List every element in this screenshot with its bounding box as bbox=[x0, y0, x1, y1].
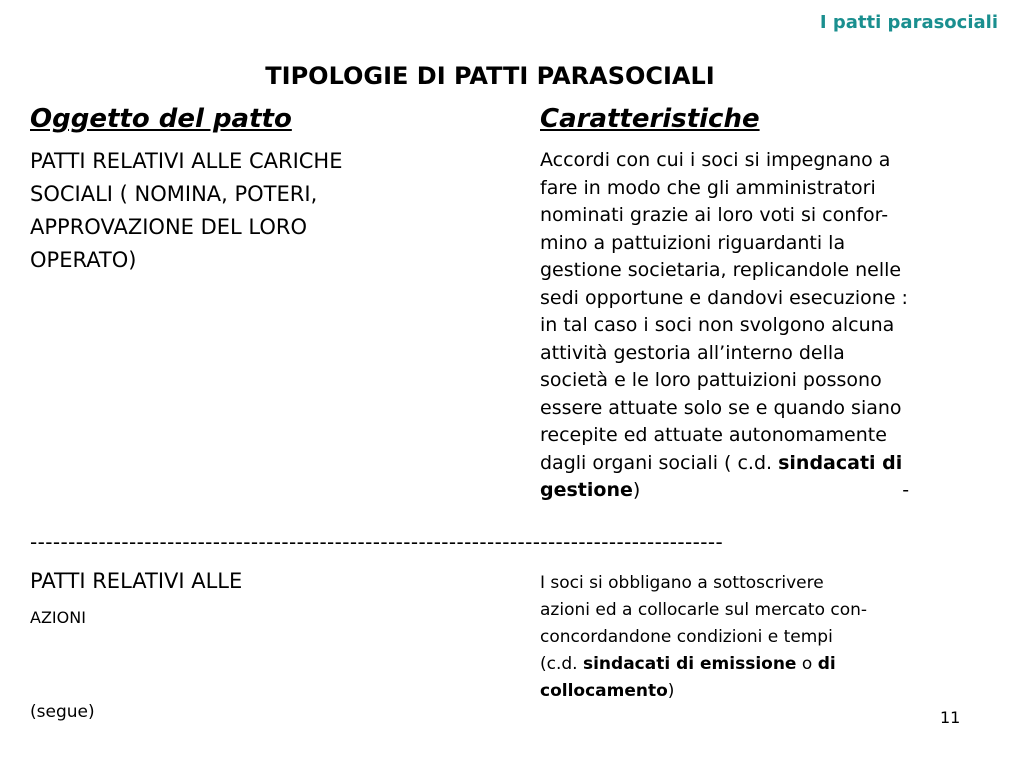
description-text: o bbox=[796, 654, 818, 674]
description-line: attività gestoria all’interno della bbox=[540, 341, 845, 364]
description-line: recepite ed attuate autonomamente bbox=[540, 424, 887, 446]
closing-paren: ) bbox=[632, 479, 641, 501]
term-collocamento: collocamento bbox=[540, 681, 668, 701]
description-line-bold-term bbox=[540, 651, 867, 678]
description-line-bold-term bbox=[540, 678, 867, 705]
closing-paren: ) bbox=[667, 681, 675, 701]
description-line-bold-term bbox=[540, 477, 909, 505]
column-heading-subject: Oggetto del patto bbox=[30, 104, 292, 134]
term-sindacati-di: sindacati di bbox=[778, 451, 903, 474]
term-di: di bbox=[817, 654, 836, 674]
term-sindacati-di-emissione: sindacati di emissione bbox=[582, 654, 797, 674]
section2-subject-line2: AZIONI bbox=[30, 608, 86, 627]
section1-description bbox=[540, 147, 909, 505]
description-line: nominati grazie ai loro voti si confor- bbox=[540, 204, 889, 226]
presentation-header: I patti parasociali bbox=[819, 12, 998, 33]
description-line: azioni ed a collocarle sul mercato con- bbox=[540, 600, 868, 620]
description-line: concordandone condizioni e tempi bbox=[540, 627, 833, 647]
section2-description bbox=[540, 570, 867, 705]
trailing-dash: - bbox=[902, 479, 910, 501]
description-line: sedi opportune e dandovi esecuzione : bbox=[540, 286, 908, 309]
continued-note: (segue) bbox=[30, 702, 95, 722]
description-line: I soci si obbligano a sottoscrivere bbox=[540, 573, 824, 593]
page-number: 11 bbox=[940, 708, 961, 727]
description-line: essere attuate solo se e quando siano bbox=[540, 396, 902, 419]
subject-line: SOCIALI ( NOMINA, POTERI, bbox=[30, 182, 318, 206]
description-line: gestione societaria, replicandole nelle bbox=[540, 259, 902, 281]
section-separator: ------------------------------------------------------------------------------------------- bbox=[30, 530, 724, 554]
description-line: Accordi con cui i soci si impegnano a bbox=[540, 149, 891, 171]
section1-subject bbox=[30, 145, 343, 277]
description-line: in tal caso i soci non svolgono alcuna bbox=[540, 314, 895, 336]
description-line: fare in modo che gli amministratori bbox=[540, 176, 876, 199]
description-line: mino a pattuizioni riguardanti la bbox=[540, 231, 846, 254]
description-text: dagli organi sociali ( c.d. bbox=[540, 451, 779, 474]
subject-line: PATTI RELATIVI ALLE CARICHE bbox=[30, 149, 343, 173]
description-line-bold-term bbox=[540, 450, 909, 478]
slide-title: TIPOLOGIE DI PATTI PARASOCIALI bbox=[265, 62, 715, 90]
subject-line: OPERATO) bbox=[30, 248, 137, 272]
section2-subject-line1: PATTI RELATIVI ALLE bbox=[30, 569, 243, 593]
column-heading-characteristics: Caratteristiche bbox=[540, 104, 760, 134]
subject-line: APPROVAZIONE DEL LORO bbox=[30, 215, 308, 239]
description-text: (c.d. bbox=[540, 654, 583, 674]
term-gestione: gestione bbox=[540, 479, 633, 501]
description-line: società e le loro pattuizioni possono bbox=[540, 369, 882, 391]
